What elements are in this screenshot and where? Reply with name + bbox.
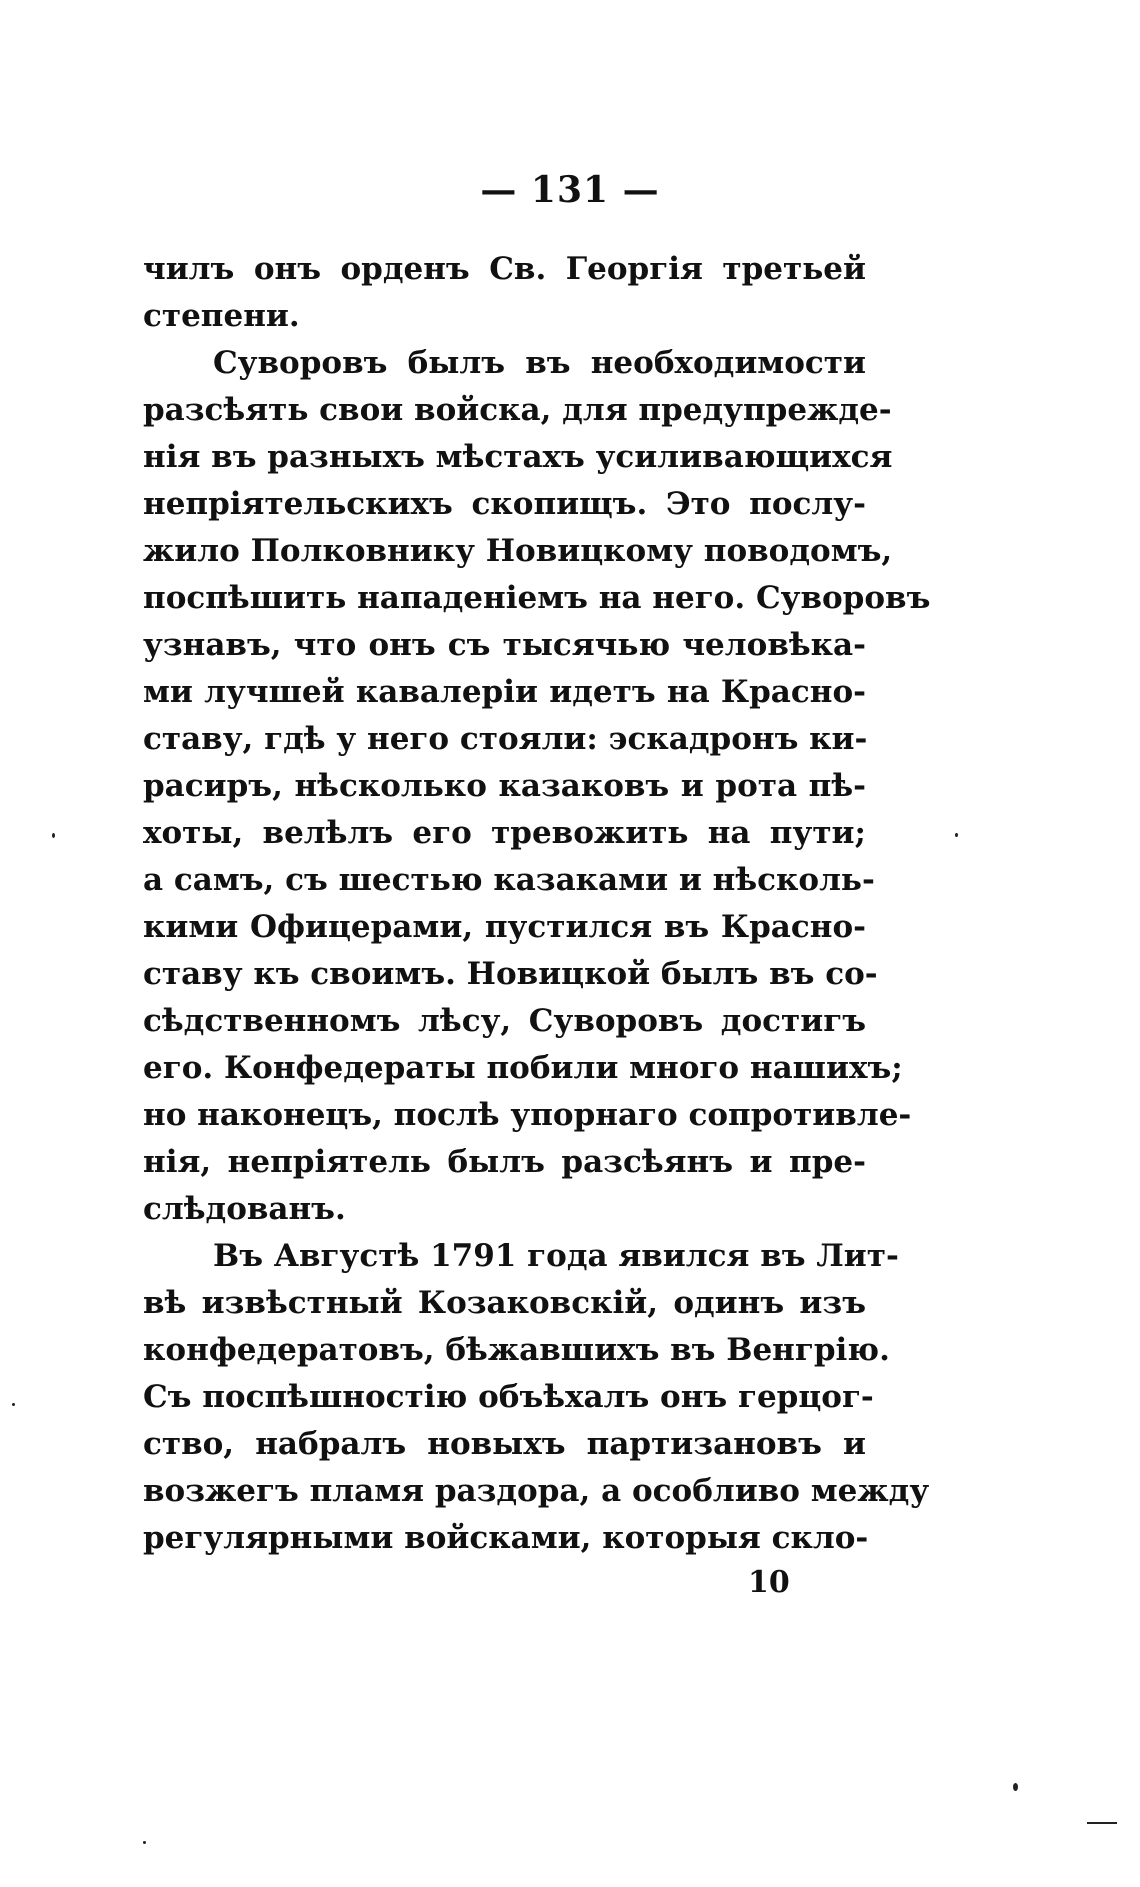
text-line: нія, непріятель былъ разсѣянъ и пре- [143, 1144, 866, 1180]
paragraph [143, 340, 931, 1233]
text-line: хоты, велѣлъ его тревожить на пути; [143, 815, 866, 851]
text-line: чилъ онъ орденъ Св. Георгія третьей [143, 251, 866, 287]
text-line: Суворовъ былъ въ необходимости [213, 345, 866, 381]
paragraph [143, 1233, 930, 1562]
text-line: непріятельскихъ скопищъ. Это послу- [143, 486, 866, 522]
text-line: но наконецъ, послѣ упорнаго сопротивле- [143, 1097, 912, 1133]
text-line: расиръ, нѣсколько казаковъ и рота пѣ- [143, 768, 866, 804]
text-line: ство, набралъ новыхъ партизановъ и [143, 1426, 866, 1462]
text-line: поспѣшить нападеніемъ на него. Суворовъ [143, 580, 931, 616]
text-line: нія въ разныхъ мѣстахъ усиливающихся [143, 439, 893, 475]
text-line: его. Конфедераты побили много нашихъ; [143, 1050, 903, 1086]
text-line: Съ поспѣшностію объѣхалъ онъ герцог- [143, 1379, 874, 1415]
text-line: регулярными войсками, которыя скло- [143, 1520, 869, 1556]
scan-speck [143, 1841, 146, 1844]
text-line: Въ Августѣ 1791 года явился въ Лит- [213, 1238, 899, 1274]
text-line: жило Полковнику Новицкому поводомъ, [143, 533, 893, 569]
text-line: возжегъ пламя раздора, а особливо между [143, 1473, 930, 1509]
scan-speck [12, 1403, 15, 1406]
paragraph [143, 246, 866, 340]
text-line: сѣдственномъ лѣсу, Суворовъ достигъ [143, 1003, 866, 1039]
text-line: узнавъ, что онъ съ тысячью человѣка- [143, 627, 866, 663]
scan-speck [52, 833, 55, 838]
text-line: разсѣять свои войска, для предупрежде- [143, 392, 892, 428]
scan-speck [955, 833, 958, 837]
text-line: вѣ извѣстный Козаковскій, одинъ изъ [143, 1285, 866, 1321]
text-line: слѣдованъ. [143, 1191, 346, 1227]
scan-dash [1087, 1822, 1117, 1824]
text-line: ставу къ своимъ. Новицкой былъ въ со- [143, 956, 878, 992]
text-line: ми лучшей кавалеріи идетъ на Красно- [143, 674, 866, 710]
text-line: а самъ, съ шестью казаками и нѣсколь- [143, 862, 875, 898]
signature-mark: 10 [748, 1565, 790, 1600]
body-text [143, 246, 931, 1562]
scan-speck [1013, 1783, 1018, 1791]
page-number-header: — 131 — [480, 169, 660, 211]
text-line: кими Офицерами, пустился въ Красно- [143, 909, 866, 945]
text-line: ставу, гдѣ у него стояли: эскадронъ ки- [143, 721, 868, 757]
text-line: степени. [143, 298, 300, 334]
text-line: конфедератовъ, бѣжавшихъ въ Венгрію. [143, 1332, 890, 1368]
